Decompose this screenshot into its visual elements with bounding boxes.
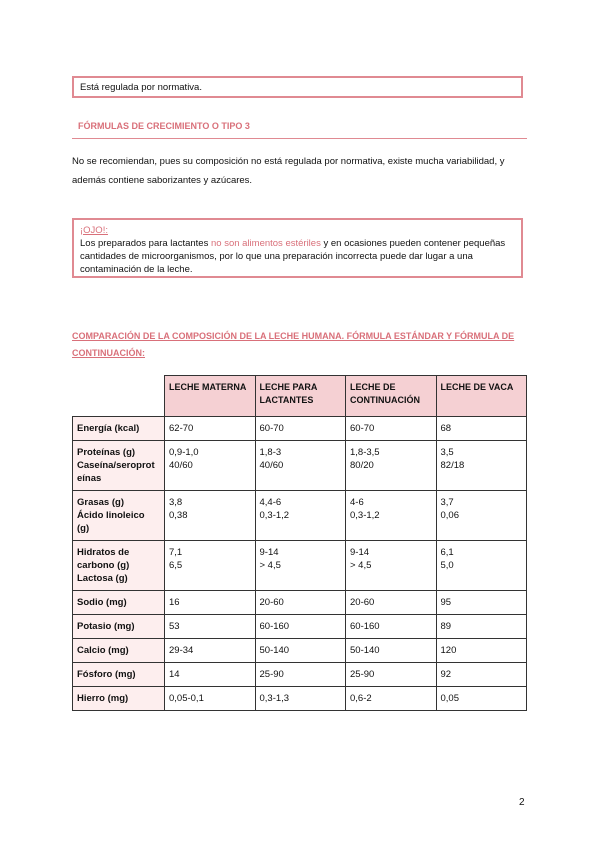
table-cell: 53 [165,615,256,639]
table-row [73,663,527,687]
table-cell: 4-6 0,3-1,2 [346,491,437,541]
table-cell: 9-14 > 4,5 [346,541,437,591]
table-cell: 60-160 [346,615,437,639]
table-row [73,417,527,441]
table-cell: 0,6-2 [346,687,437,711]
warning-box [72,218,523,278]
section-heading: FÓRMULAS DE CRECIMIENTO O TIPO 3 [72,121,527,139]
table-row [73,491,527,541]
table-row [73,615,527,639]
table-cell: 0,05 [436,687,527,711]
table-cell: 20-60 [255,591,346,615]
warning-title: ¡OJO!: [80,225,108,236]
row-label: Hidratos de carbono (g) Lactosa (g) [73,541,165,591]
table-cell: 95 [436,591,527,615]
row-label: Hierro (mg) [73,687,165,711]
paragraph: No se recomiendan, pues su composición no está regulada por normativa, existe mucha variabilidad, y además contiene saborizantes y azúcares. [72,156,505,186]
table-cell: 60-160 [255,615,346,639]
table-cell: 1,8-3,5 80/20 [346,441,437,491]
table-cell: 9-14 > 4,5 [255,541,346,591]
column-header: LECHE MATERNA [165,376,256,417]
table-cell: 60-70 [255,417,346,441]
table-row [73,639,527,663]
table-cell: 50-140 [346,639,437,663]
warning-text-post: y en ocasiones pueden contener pequeñas cantidades de microorganismos, por lo que una preparación incorrecta puede dar lugar a una contaminación de la leche. [80,238,506,275]
table-cell: 3,8 0,38 [165,491,256,541]
note-box [72,76,523,98]
table-row [73,591,527,615]
table-cell: 89 [436,615,527,639]
table-cell: 62-70 [165,417,256,441]
table-cell: 7,1 6,5 [165,541,256,591]
table-cell: 0,05-0,1 [165,687,256,711]
table-cell: 50-140 [255,639,346,663]
comparison-table [72,375,527,711]
warning-highlight: no son alimentos estériles [210,238,321,249]
table-cell: 68 [436,417,527,441]
table-cell: 14 [165,663,256,687]
table-row [73,687,527,711]
table-cell: 4,4-6 0,3-1,2 [255,491,346,541]
table-title: COMPARACIÓN DE LA COMPOSICIÓN DE LA LECHE HUMANA. FÓRMULA ESTÁNDAR Y FÓRMULA DE CONTINUACIÓN: [72,331,515,358]
column-header: LECHE PARA LACTANTES [255,376,346,417]
table-header-row [73,376,527,417]
table-cell: 16 [165,591,256,615]
table-cell: 120 [436,639,527,663]
page-number: 2 [519,797,525,808]
table-cell: 60-70 [346,417,437,441]
table-row [73,441,527,491]
table-cell: 0,3-1,3 [255,687,346,711]
row-label: Energía (kcal) [73,417,165,441]
table-cell: 6,1 5,0 [436,541,527,591]
table-cell: 3,5 82/18 [436,441,527,491]
table-cell: 3,7 0,06 [436,491,527,541]
row-label: Sodio (mg) [73,591,165,615]
table-cell: 92 [436,663,527,687]
warning-text-pre: Los preparados para lactantes [80,238,211,249]
table-cell: 20-60 [346,591,437,615]
column-header [73,376,165,417]
column-header: LECHE DE VACA [436,376,527,417]
note-text: Está regulada por normativa. [80,82,202,93]
row-label: Potasio (mg) [73,615,165,639]
row-label: Proteínas (g) Caseína/seroprot eínas [73,441,165,491]
row-label: Calcio (mg) [73,639,165,663]
table-cell: 25-90 [255,663,346,687]
table-cell: 1,8-3 40/60 [255,441,346,491]
table-cell: 25-90 [346,663,437,687]
row-label: Grasas (g) Ácido linoleico (g) [73,491,165,541]
warning-text [80,237,515,276]
table-cell: 0,9-1,0 40/60 [165,441,256,491]
table-row [73,541,527,591]
column-header: LECHE DE CONTINUACIÓN [346,376,437,417]
table-cell: 29-34 [165,639,256,663]
row-label: Fósforo (mg) [73,663,165,687]
